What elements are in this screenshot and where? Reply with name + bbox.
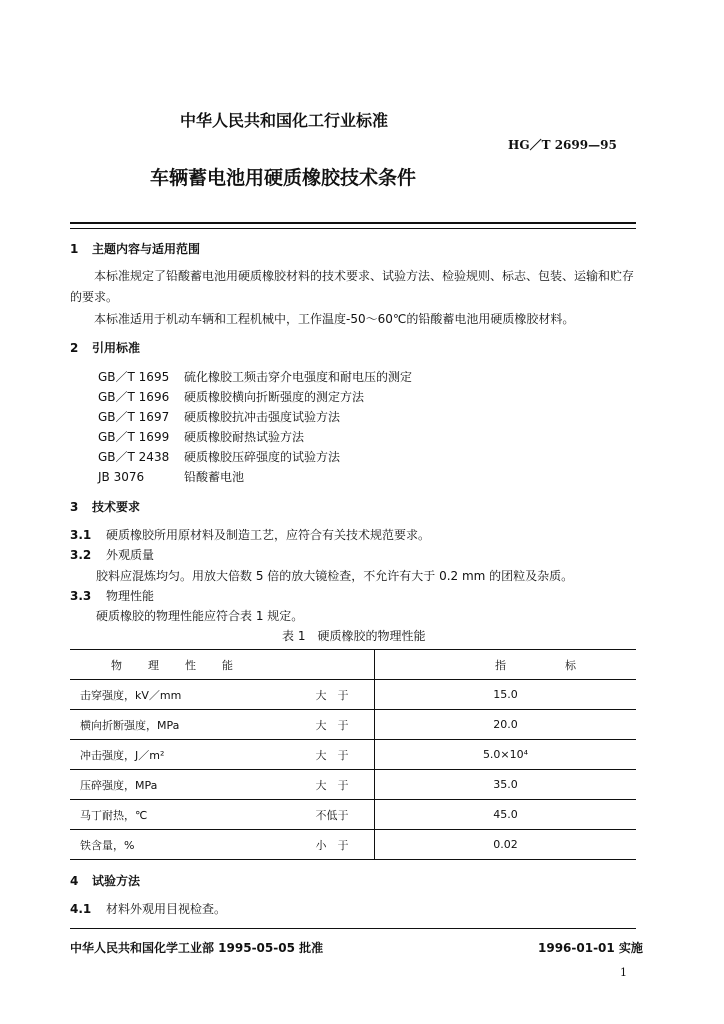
reference-title: 硬质橡胶横向折断强度的测定方法 <box>184 390 365 404</box>
property-value: 20.0 <box>493 718 518 731</box>
reference-code: GB／T 1696 <box>98 390 170 404</box>
clause-3-2-text: 胶料应混炼均匀。用放大倍数 5 倍的放大镜检查，不允许有大于 0.2 mm 的团粒及杂质。 <box>96 569 574 583</box>
property-condition: 小 于 <box>290 830 375 860</box>
header-rule-thin <box>70 228 636 229</box>
section-1-paragraph-1: 本标准规定了铅酸蓄电池用硬质橡胶材料的技术要求、试验方法、检验规则、标志、包装、运输和贮存的要求。 <box>70 269 635 304</box>
property-value: 0.02 <box>493 838 518 851</box>
clause-number: 4.1 <box>70 902 92 916</box>
clause-title: 物理性能 <box>106 589 155 603</box>
header-value <box>375 650 637 680</box>
header-rule-thick <box>70 222 636 224</box>
section-number: 4 <box>70 874 79 888</box>
table-row <box>70 710 636 740</box>
header-property: 物理性能 <box>111 658 259 672</box>
property-name: 横向折断强度，MPa <box>80 718 180 732</box>
reference-item <box>98 388 364 405</box>
header-condition <box>290 650 375 680</box>
section-3-heading <box>70 498 140 515</box>
reference-code: GB／T 1695 <box>98 370 170 384</box>
table-header-row <box>70 650 636 680</box>
table-row <box>70 800 636 830</box>
property-condition: 大 于 <box>290 710 375 740</box>
clause-4-1 <box>70 900 226 917</box>
property-condition: 大 于 <box>290 680 375 710</box>
table-row <box>70 680 636 710</box>
reference-item <box>98 468 244 485</box>
property-name: 马丁耐热，℃ <box>80 808 148 822</box>
clause-3-3-heading <box>70 587 154 604</box>
reference-code: GB／T 2438 <box>98 450 170 464</box>
table-caption: 表 1 硬质橡胶的物理性能 <box>282 629 426 643</box>
document-title: 车辆蓄电池用硬质橡胶技术条件 <box>150 167 417 189</box>
reference-item <box>98 428 304 445</box>
footer-rule <box>70 928 636 929</box>
property-name: 压碎强度，MPa <box>80 778 158 792</box>
reference-code: JB 3076 <box>98 470 145 484</box>
clause-3-1 <box>70 526 430 543</box>
reference-code: GB／T 1699 <box>98 430 170 444</box>
section-title: 引用标准 <box>92 341 141 355</box>
clause-number: 3.3 <box>70 589 92 603</box>
section-number: 3 <box>70 500 79 514</box>
table-row <box>70 740 636 770</box>
clause-number: 3.2 <box>70 548 92 562</box>
section-1-heading <box>70 240 200 257</box>
property-value: 15.0 <box>493 688 518 701</box>
section-number: 2 <box>70 341 79 355</box>
approval-line: 中华人民共和国化学工业部 1995-05-05 批准 <box>70 941 324 955</box>
reference-title: 硬质橡胶抗冲击强度试验方法 <box>184 410 341 424</box>
section-title: 试验方法 <box>92 874 141 888</box>
effective-date: 1996-01-01 实施 <box>538 941 643 955</box>
header-value-char-1: 指 <box>495 658 506 672</box>
clause-text: 材料外观用目视检查。 <box>106 902 227 916</box>
reference-code: GB／T 1697 <box>98 410 170 424</box>
section-title: 技术要求 <box>92 500 141 514</box>
table-row <box>70 770 636 800</box>
reference-item <box>98 448 340 465</box>
reference-title: 硫化橡胶工频击穿介电强度和耐电压的测定 <box>184 370 413 384</box>
clause-3-3-text: 硬质橡胶的物理性能应符合表 1 规定。 <box>96 609 304 623</box>
section-1-paragraph-2: 本标准适用于机动车辆和工程机械中，工作温度-50～60℃的铅酸蓄电池用硬质橡胶材料。 <box>94 312 575 326</box>
table-row <box>70 830 636 860</box>
header-value-char-2: 标 <box>565 658 576 672</box>
property-value: 45.0 <box>493 808 518 821</box>
property-condition: 大 于 <box>290 740 375 770</box>
property-name: 铁含量，% <box>80 838 135 852</box>
standard-code: HG／T 2699—95 <box>508 138 617 152</box>
reference-item <box>98 368 412 385</box>
property-value: 5.0×10⁴ <box>482 748 529 761</box>
section-number: 1 <box>70 242 79 256</box>
property-name: 冲击强度，J／m² <box>80 748 165 762</box>
property-value: 35.0 <box>493 778 518 791</box>
reference-title: 铅酸蓄电池 <box>184 470 245 484</box>
section-2-heading <box>70 339 140 356</box>
reference-title: 硬质橡胶耐热试验方法 <box>184 430 305 444</box>
reference-title: 硬质橡胶压碎强度的试验方法 <box>184 450 341 464</box>
page-number: 1 <box>620 966 627 979</box>
property-condition: 大 于 <box>290 770 375 800</box>
clause-3-2-heading <box>70 546 154 563</box>
reference-item <box>98 408 340 425</box>
clause-number: 3.1 <box>70 528 92 542</box>
issuing-body: 中华人民共和国化工行业标准 <box>180 111 389 130</box>
section-4-heading <box>70 872 140 889</box>
property-name: 击穿强度，kV／mm <box>80 688 182 702</box>
section-title: 主题内容与适用范围 <box>92 242 201 256</box>
property-condition: 不低于 <box>290 800 375 830</box>
clause-text: 硬质橡胶所用原材料及制造工艺，应符合有关技术规范要求。 <box>106 528 431 542</box>
physical-properties-table <box>70 649 636 860</box>
clause-title: 外观质量 <box>106 548 155 562</box>
